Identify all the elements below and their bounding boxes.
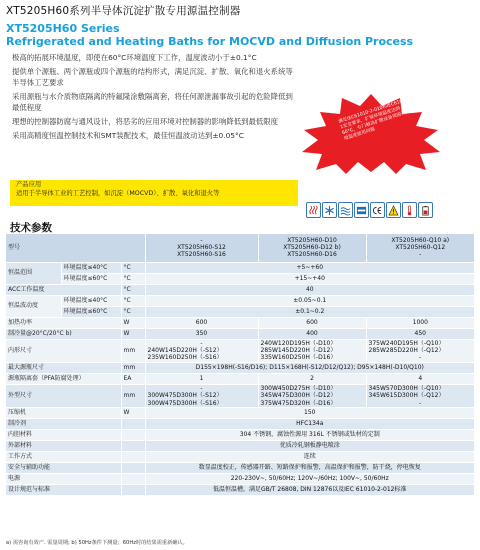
table-row [6,451,474,462]
row-label: 外部材料 [6,440,121,451]
product-application-text: 适用于半导体工业的工艺控制，如沉淀（MOCVD）、扩散、氧化和退火等 [16,189,220,197]
temperature-icon [402,202,417,218]
product-application-box [10,180,298,206]
table-row [6,473,474,484]
table-row [6,440,474,451]
row-label: ACC工作温度 [6,284,121,295]
row-label: 压缩机 [6,407,121,418]
row-value: +15~+40 [145,273,474,284]
row-value: 375W240D195H（-Q10） 285W285D220H（-Q12） - [366,339,474,362]
row-value: 600 [145,317,258,328]
table-row [6,306,474,317]
row-value: 220-230V~, 50/60Hz; 120V~/60Hz; 100V~, 50/60Hz [145,473,474,484]
intro-text [12,52,298,144]
model-col-s: - XT5205H60-S12 XT5205H60-S16 [145,234,258,262]
cool-icon [322,202,337,218]
table-row [6,317,474,328]
battery-icon [418,202,433,218]
row-unit [121,462,145,473]
spec-table [6,234,474,496]
product-application-heading: 产品应用 [16,181,42,188]
ce-mark-icon [370,202,385,218]
intro-paragraph: 采用高精度恒温控制技术和SMT装配技术，最佳恒温波动达到±0.05°C [12,131,244,140]
row-unit: °C [121,295,145,306]
row-value: 350 [145,328,258,339]
row-unit: W [121,407,145,418]
row-sublabel: 环境温度≤40°C [61,262,121,273]
table-row [6,429,474,440]
row-value: 低温恒温槽，满足GB/T 26808, DIN 12876以及IEC 61010-2-012标准 [145,484,474,495]
model-label: 型号 [6,234,145,262]
row-unit [121,473,145,484]
row-label: 最大源瓶尺寸 [6,362,121,373]
row-value: 4 [366,373,474,384]
waves-icon [338,202,353,218]
row-value: 2 [258,373,366,384]
row-value: 40 [145,284,474,295]
table-row [6,339,474,362]
row-unit [121,440,145,451]
row-label: 安全与辅助功能 [6,462,121,473]
row-unit [121,429,145,440]
row-value: HFC134a [145,418,474,429]
row-value: 600 [258,317,366,328]
row-label: 电源 [6,473,121,484]
row-value: ±0.05~0.1 [145,295,474,306]
row-label: 内胆材料 [6,429,121,440]
row-label: 制冷量@20°C/20°C b) [6,328,121,339]
row-label: 设计规范与标准 [6,484,121,495]
row-value: 优质冷轧钢板静电喷涂 [145,440,474,451]
row-label: 恒温范围 [6,262,61,284]
english-subtitle: Refrigerated and Heating Baths for MOCVD and Diffusion Process [6,35,414,48]
row-unit: mm [121,362,145,373]
intro-paragraph: 极高的拓展环境温度，即使在60°C环境温度下工作，温度波动小于±0.1°C [12,53,257,62]
row-unit: mm [121,339,145,362]
row-value: 450 [366,328,474,339]
row-value: 304 不锈钢，腐蚀性源用 316L 不锈钢或钛材的定制 [145,429,474,440]
row-sublabel: 环境温度≤40°C [61,295,121,306]
row-label: 外型尺寸 [6,384,121,407]
table-row [6,295,474,306]
table-row [6,373,474,384]
table-row [6,484,474,495]
row-label: 源瓶隔离套（PFA防腐处理） [6,373,121,384]
heat-icon [306,202,321,218]
intro-paragraph: 采用源瓶与水介质物底隔离的特氟隆涂敷隔离套，将任何源泄漏事故引起的危险降低到最低程度 [12,92,293,112]
row-unit: °C [121,262,145,273]
model-col-q: XT5205H60-Q10 a) XT5205H60-Q12 - [366,234,474,262]
table-row [6,328,474,339]
row-value: 345W570D300H（-Q10） 345W615D300H（-Q12） - [366,384,474,407]
table-row [6,407,474,418]
row-unit: W [121,328,145,339]
row-unit [121,451,145,462]
row-unit: °C [121,284,145,295]
row-value: 240W120D195H（-D10） 285W145D220H（-D12） 335W160D250H（-D16） [258,339,366,362]
row-unit [121,418,145,429]
row-sublabel: 环境温度≤60°C [61,273,121,284]
certification-stamp [296,92,446,174]
stamp-text: 满足IEC61010-2-010和IEC61010-1安全要求，扩展环境温度达到60°C，专门解决扩散设备周围高温环境温度使用问题 [338,96,416,142]
row-label: 加热功率 [6,317,121,328]
row-unit: W [121,317,145,328]
row-label: 内形尺寸 [6,339,121,362]
row-value: 连续 [145,451,474,462]
table-row [6,262,474,273]
row-value: ±0.1~0.2 [145,306,474,317]
row-value: - 300W475D300H（-S12） 300W475D300H（-S16） [145,384,258,407]
table-row [6,462,474,473]
row-value: 150 [145,407,474,418]
table-row [6,362,474,373]
row-unit: EA [121,373,145,384]
row-label: 制冷剂 [6,418,121,429]
class-label-icon [354,202,369,218]
row-value: 1000 [366,317,474,328]
series-title: XT5205H60 Series [6,22,120,35]
title-cn: XT5205H60系列半导体沉淀扩散专用源温控制器 [6,5,241,17]
table-row [6,418,474,429]
row-label: 工作方式 [6,451,121,462]
row-label: 恒温波动度 [6,295,61,317]
row-value: 1 [145,373,258,384]
row-unit [121,484,145,495]
intro-paragraph: 提供单个源瓶、两个源瓶或四个源瓶的结构形式，满足沉淀、扩散、氧化和退火系统等半导体工艺要求 [12,67,293,87]
row-value: - 240W145D220H（-S12） 235W160D250H（-S16） [145,339,258,362]
footnote: a) 需咨询有效产. 需量周期; b) 50Hz条件下测量；60Hz时的结果需重新确认。 [6,540,188,546]
row-value: 400 [258,328,366,339]
feature-icon-row [306,202,474,218]
model-col-d: XT5205H60-D10 XT5205H60-D12 b) XT5205H60-D16 [258,234,366,262]
section-title: 技术参数 [10,222,52,234]
row-value: D155×198H(-S16/D16); D115×168H(-S12/D12/Q12); D95×148H(-D10/Q10) [145,362,474,373]
intro-paragraph: 理想的控制器防腐与通风设计，将恶劣的应用环境对控制器的影响降低到最低限度 [12,117,279,126]
row-sublabel: 环境温度≤60°C [61,306,121,317]
warning-icon [386,202,401,218]
row-value: +5~+60 [145,262,474,273]
row-unit: °C [121,306,145,317]
table-row [6,273,474,284]
row-unit: °C [121,273,145,284]
row-value: 300W450D275H（-D10） 345W475D300H（-D12） 375W475D320H（-D16） [258,384,366,407]
row-value: 数显温度校正，传感器开路、短路保护和报警，高温保护和报警，防干烧，停电恢复 [145,462,474,473]
table-header-row [6,234,474,262]
table-row [6,284,474,295]
row-unit: mm [121,384,145,407]
table-row [6,384,474,407]
